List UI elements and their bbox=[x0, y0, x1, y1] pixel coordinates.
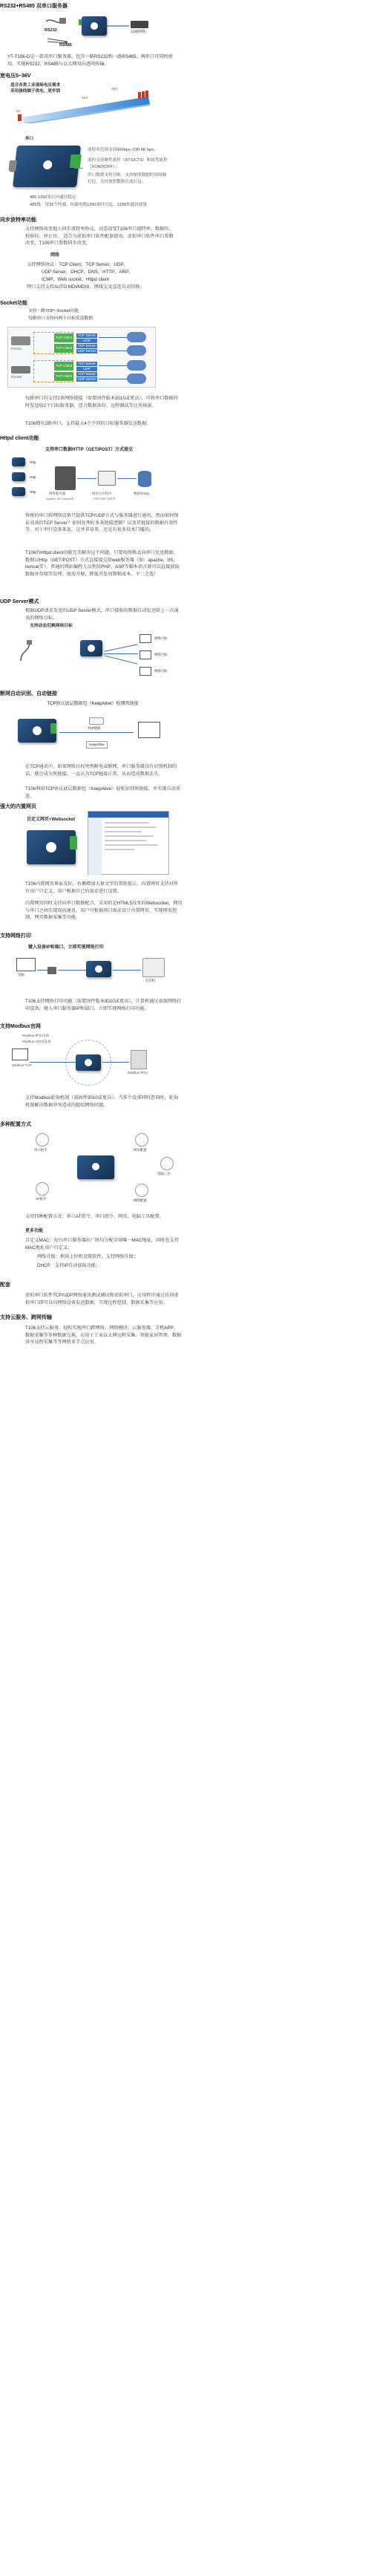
router-icon bbox=[47, 967, 56, 974]
print-line-1 bbox=[37, 970, 47, 971]
pc-monitor-icon bbox=[138, 722, 160, 738]
modbus-ascii-label: Modbus ASCII设备 bbox=[22, 1040, 51, 1043]
udp-line-2 bbox=[104, 653, 138, 654]
monitor-icon-3 bbox=[139, 667, 151, 676]
udp-diagram bbox=[15, 633, 178, 680]
udp-target-3: 网络目标 bbox=[154, 669, 168, 673]
network-line-4: 网口支持支持AUTO MDI/MDIX，网线交叉直连自动切换； bbox=[27, 284, 145, 290]
http-label-3: Http bbox=[30, 490, 36, 494]
device-icon-1 bbox=[12, 457, 25, 466]
rs232-label: RS232 bbox=[45, 28, 57, 33]
cloud-icon-3 bbox=[127, 360, 146, 371]
script-icon bbox=[98, 471, 116, 486]
pointer-line bbox=[74, 168, 83, 169]
socket-a-udp: UDP bbox=[76, 339, 97, 343]
at-cmd-icon bbox=[36, 1182, 49, 1196]
modbus-rtu-device-icon bbox=[131, 1050, 147, 1069]
modbus-diagram bbox=[7, 1034, 171, 1090]
at-cmd-label: AT指令 bbox=[36, 1197, 47, 1201]
cloud-para: T106支持云服务，轻松实现串口跨网络，网络模块、云服务器、手机APP、数据采集等多种数据交换，应用于工业以太网远程采集、智能家居管理、数据共享远程采集等等网络多节点应用。 bbox=[25, 1326, 182, 1346]
serial-server-large-image bbox=[13, 146, 81, 187]
udp-target-1: 网络目标 bbox=[154, 636, 168, 640]
device-icon-2 bbox=[12, 472, 25, 481]
monitor-icon-1 bbox=[139, 634, 151, 643]
rs485-label: RS485 bbox=[59, 43, 72, 48]
web-server-label: 网络服务器 bbox=[49, 492, 65, 495]
print-para: T106支持网络打印功能（需要固件版本3010或更高），计算机通过添加网络打印设备，键入串口服务器IP和端口，立即实现网络打印功能。 bbox=[25, 999, 182, 1011]
link-line-2 bbox=[99, 350, 127, 351]
database-label: 数据库SQL bbox=[134, 492, 150, 495]
printer-icon bbox=[142, 958, 165, 977]
network-line-2: UDP Server，DHCP，DNS，HTTP，ARP， bbox=[42, 270, 134, 275]
modbus-tcp-label: Modbus TCP bbox=[12, 1063, 32, 1067]
modbus-para: 支持Modbus轮询机制（需固件3010或更高），当多个设备同时查询时，轮询机制解决数据冲突造成的超值网络问题。 bbox=[25, 1095, 178, 1108]
script-sub: PHP ASP JSP等 bbox=[93, 497, 116, 500]
print-diagram bbox=[15, 953, 178, 992]
socket-a-tcp-client: TCP Client bbox=[54, 333, 73, 342]
web-sub: 自定义网页+Websocket bbox=[27, 818, 76, 822]
more-3: DHCP：支持IP自动获取功能； bbox=[37, 1263, 101, 1268]
tcp-link-label: TCP链路 bbox=[88, 726, 101, 730]
modbus-pc-icon bbox=[12, 1049, 28, 1060]
banner-line-1: 适合各类工业现场电压需求 bbox=[10, 83, 61, 88]
keepalive-label: KeepAlive bbox=[86, 741, 108, 749]
socket-a-tcp-server: TCP Server bbox=[76, 333, 97, 338]
section-title-modbus: 支持Modbus官网 bbox=[0, 1024, 41, 1029]
config-device bbox=[77, 1155, 114, 1179]
rs232-cable-image bbox=[45, 15, 67, 28]
section-title-sync: 同步波特率功能 bbox=[0, 218, 36, 223]
web-para-2: 内置网页同时支持向串口数据配合，采用的是HTML5技术的Websocket，网页与串口之间实现双向通讯，用户可根据项目需求设计内置网页，实现网页控制、网页数据采集等功能。 bbox=[25, 901, 183, 921]
socket-rs232-label: RS232 bbox=[11, 347, 22, 350]
net-config-icon bbox=[135, 1184, 148, 1197]
section-title-power: 宽电压5~36V bbox=[0, 74, 31, 79]
reconnect-device bbox=[18, 719, 56, 743]
serial-cmd-icon bbox=[36, 1133, 49, 1147]
udp-device bbox=[80, 640, 102, 656]
udp-line-3 bbox=[105, 655, 138, 664]
port-feature-1: 波特率范围支持600bps~230.4K bps； bbox=[88, 148, 158, 152]
section-title-reconnect: 断网自动识别、自动链接 bbox=[0, 691, 57, 697]
pc-label: 电脑 bbox=[18, 973, 24, 976]
httpd-diagram bbox=[7, 456, 171, 506]
section-title-dual-serial: RS232+RS485 双串口服务器 bbox=[0, 4, 68, 9]
reconnect-diagram bbox=[15, 711, 178, 757]
voltage-banner bbox=[7, 82, 152, 123]
web-device-image bbox=[27, 830, 76, 864]
link-line-1 bbox=[99, 337, 127, 338]
config-para: 支持四种配置方式：串口AT指令、串口指令、网页、电脑工具配置。 bbox=[25, 1214, 164, 1219]
packet-icon bbox=[89, 717, 104, 725]
link-line-3 bbox=[99, 365, 127, 366]
modbus-line-2 bbox=[102, 1062, 129, 1063]
serial-server-device bbox=[82, 16, 107, 36]
network-title: 网络 bbox=[50, 253, 60, 258]
socket-b-udp-server: UDP Server bbox=[77, 349, 96, 353]
reconnect-para-2: T106利用TCP协议底层数据包（KeepAlive）轻松识别死链接，并实现自动重连。 bbox=[25, 786, 181, 799]
section-title-config: 多种配置方式 bbox=[0, 1122, 31, 1127]
socket-c-tcp-client: TCP Client bbox=[54, 362, 73, 371]
more-2: 网络升级：利用上位机设置软件，支持网络升级； bbox=[37, 1254, 139, 1259]
serial-port-title: 串口 bbox=[25, 137, 34, 141]
socket-sub-1: 支持一路TCP--Socket功能 bbox=[28, 309, 79, 313]
database-icon bbox=[138, 471, 151, 487]
modbus-device bbox=[76, 1054, 101, 1071]
socket-rs485-label: RS485 bbox=[11, 375, 22, 379]
script-label: 网页后台程序 bbox=[92, 492, 112, 495]
cloud-icon-4 bbox=[127, 374, 146, 384]
voltage-36v: 36V bbox=[111, 88, 118, 91]
print-line-3 bbox=[113, 970, 141, 971]
socket-para-1: 每路串口均支持2条网络链接（需要固件版本3010或更高），可将串口数据同时发送给2个目标服务器，适合数据备份、远程调试等应用场景。 bbox=[25, 396, 178, 408]
voltage-5v: 5V bbox=[16, 110, 21, 114]
cloud-icon-1 bbox=[127, 332, 146, 342]
web-server-sub: Apache IIS Tomcat等 bbox=[46, 497, 74, 500]
rs232-connector-icon bbox=[11, 336, 30, 345]
network-label: 局域网络 bbox=[131, 30, 146, 34]
udp-target-2: 网络目标 bbox=[154, 653, 168, 656]
socket-sub-2: 每路串口支持向两个目标发送数据 bbox=[28, 316, 93, 321]
sync-description: 支持网络改变他人同步波特率协议，动态改变T106串口波特率、数据位、校验位、停止位。 适合与虚拟串口软件配套使用，虚拟串口软件串口参数改变，T106串口参数同步改变。 bbox=[25, 226, 174, 247]
web-config-icon bbox=[135, 1133, 148, 1147]
rs485-spec-2: 485线：每32个终端，传输电缆1200米时可达，1200米通讯效果 bbox=[30, 203, 147, 207]
udp-sub: 支持动态切换网络目标 bbox=[30, 624, 73, 628]
section-title-bundle: 配套 bbox=[0, 1282, 10, 1288]
udp-para: 根据UDP请求发送的UDP Server模式，串口接收的数据自动发送给上一次通讯的网络目标。 bbox=[25, 608, 179, 621]
voltage-24v: 24V bbox=[82, 97, 88, 100]
monitor-icon-2 bbox=[139, 650, 151, 659]
web-server-icon bbox=[55, 466, 76, 490]
socket-d-tcp-server: TCP Server bbox=[76, 372, 97, 376]
print-line-2 bbox=[58, 970, 86, 971]
bundle-para: 虚拟串口软件TCP/UDP网络通讯测试调试和虚拟串口，应用程序通过访问虚拟串口即可以向网络设备发送数据，实现远程控制、数据采集等应用。 bbox=[25, 1293, 179, 1305]
more-1: 自定义MAC：每台串口服务器出厂时均分配全球唯一MAC地址，同时也支持MAC地址用户自定义； bbox=[25, 1238, 179, 1250]
network-line-1: 支持网络协议：TCP Client，TCP Server，UDP， bbox=[27, 262, 128, 267]
httpd-para-1: 传统的串口转网络设备只提供TCP/UDP方式与服务器进行通讯，然而如何保证高效的TCP Server？如何处理好多条链接逻辑？以及其链接的数据有效性等，对于串行设备来说，这并非易事，还是有很多技术门槛的。 bbox=[25, 513, 179, 533]
modbus-rtu-top-label: Modbus RTU设备 bbox=[22, 1034, 50, 1037]
section-title-udp: UDP Server模式 bbox=[0, 599, 39, 604]
socket-d-udp-server: UDP Server bbox=[77, 377, 96, 381]
socket-diagram bbox=[7, 327, 156, 388]
dual-serial-description: YT-T106-D是一款双串口服务器，包含一路RS232和一路RS485，两串口可同时使用。实现RS232、RS485与以太网双向透明传输。 bbox=[7, 54, 173, 67]
tcp-link-line bbox=[59, 732, 134, 733]
web-para-1: T106内置网页界面友好，右侧增加大量文字的帮助提示，内置网页支持对所有用户自定义，用户根据自己的需求进行设置。 bbox=[25, 881, 178, 894]
section-title-web: 强大的内置网页 bbox=[0, 804, 36, 809]
web-config-label: 网页配置 bbox=[134, 1148, 147, 1152]
udp-line-1 bbox=[104, 644, 137, 652]
section-title-socket: Socket功能 bbox=[0, 301, 27, 306]
ethernet-cable-image bbox=[107, 22, 129, 30]
print-sub: 键入设备IP和端口，立即实现网络打印 bbox=[28, 945, 104, 950]
socket-d-tcp-client: TCP Client bbox=[54, 372, 73, 381]
banner-line-2: 采用接线端子供电，更牢固 bbox=[10, 89, 61, 94]
socket-c-tcp-server: TCP Server bbox=[76, 362, 97, 366]
socket-b-tcp-server: TCP Server bbox=[76, 344, 97, 348]
socket-b-tcp-client: TCP Client bbox=[54, 344, 73, 353]
config-diagram bbox=[15, 1130, 178, 1207]
port-feature-2: 流控支持硬件流控（RTS/CTS）和软件流控（XON/XOFF）； bbox=[88, 158, 168, 169]
net-config-label: 网络配置 bbox=[134, 1199, 147, 1202]
serial-cmd-label: 串口指令 bbox=[34, 1148, 47, 1152]
pc-tool-icon bbox=[160, 1157, 174, 1170]
http-label-1: Http bbox=[30, 460, 36, 464]
httpd-arrow-1 bbox=[77, 478, 96, 479]
section-title-print: 支持网络打印 bbox=[0, 933, 31, 939]
serial-cable-icon bbox=[18, 640, 33, 662]
reconnect-para-1: 在TCP通讯中，如果网络目标突然断电或断网，串口服务器没有识别机制的话，就会成为死链接，一直认为TCP链接正常，从而造成数据丢失。 bbox=[25, 764, 177, 777]
reconnect-sub: TCP协议底层数据包（KeepAlive）检测死链接 bbox=[47, 702, 139, 706]
httpd-arrow-2 bbox=[117, 478, 137, 479]
print-device bbox=[86, 961, 111, 977]
pc-tool-label: 电脑工具 bbox=[157, 1172, 171, 1175]
http-label-2: Http bbox=[30, 475, 36, 479]
pc-icon bbox=[16, 958, 36, 971]
socket-para-2: T106拥有2路串口，支持最大4个不同的目标服务器发送数据。 bbox=[25, 421, 151, 426]
section-title-cloud: 支持云服务、跨网传输 bbox=[0, 1315, 52, 1320]
rs485-spec-1: 485 1200米以内通信稳定 bbox=[30, 195, 76, 200]
web-ui-screenshot bbox=[88, 811, 169, 875]
modbus-line-1 bbox=[30, 1062, 76, 1063]
httpd-para-2: T106的Httpd client功能完美解决这个问题，只要按照格式向串口发送数据，数据以Http（GET/POST）方式直接提交给web服务器（如：apache，IIS，tomcat等），普通的网站编程人员利用PHP、ASP等脚本语言就可以直接获取数据并存储等处理。使用方便，降低开发周期和成本，不二之选！ bbox=[25, 550, 180, 577]
printer-label: 打印机 bbox=[145, 979, 156, 982]
network-line-3: ICMP，Web socket，Httpd client bbox=[42, 277, 110, 282]
cloud-icon-2 bbox=[127, 345, 146, 356]
port-feature-3: 串口数据支持分帧，支持按照数据时间间隔打包，支持按照数据长度打包； bbox=[88, 173, 167, 184]
httpd-sub: 支持串口数据HTTP（GET/POST）方式提交 bbox=[45, 448, 133, 452]
rs485-connector-icon bbox=[11, 366, 30, 374]
network-switch-image bbox=[131, 21, 148, 28]
socket-c-udp: UDP bbox=[76, 367, 97, 371]
device-icon-3 bbox=[12, 487, 25, 496]
section-title-httpd: Httpd client功能 bbox=[0, 436, 39, 441]
more-title: 更多功能 bbox=[25, 1229, 44, 1233]
modbus-rtu-right-label: Modbus RTU bbox=[128, 1071, 148, 1075]
